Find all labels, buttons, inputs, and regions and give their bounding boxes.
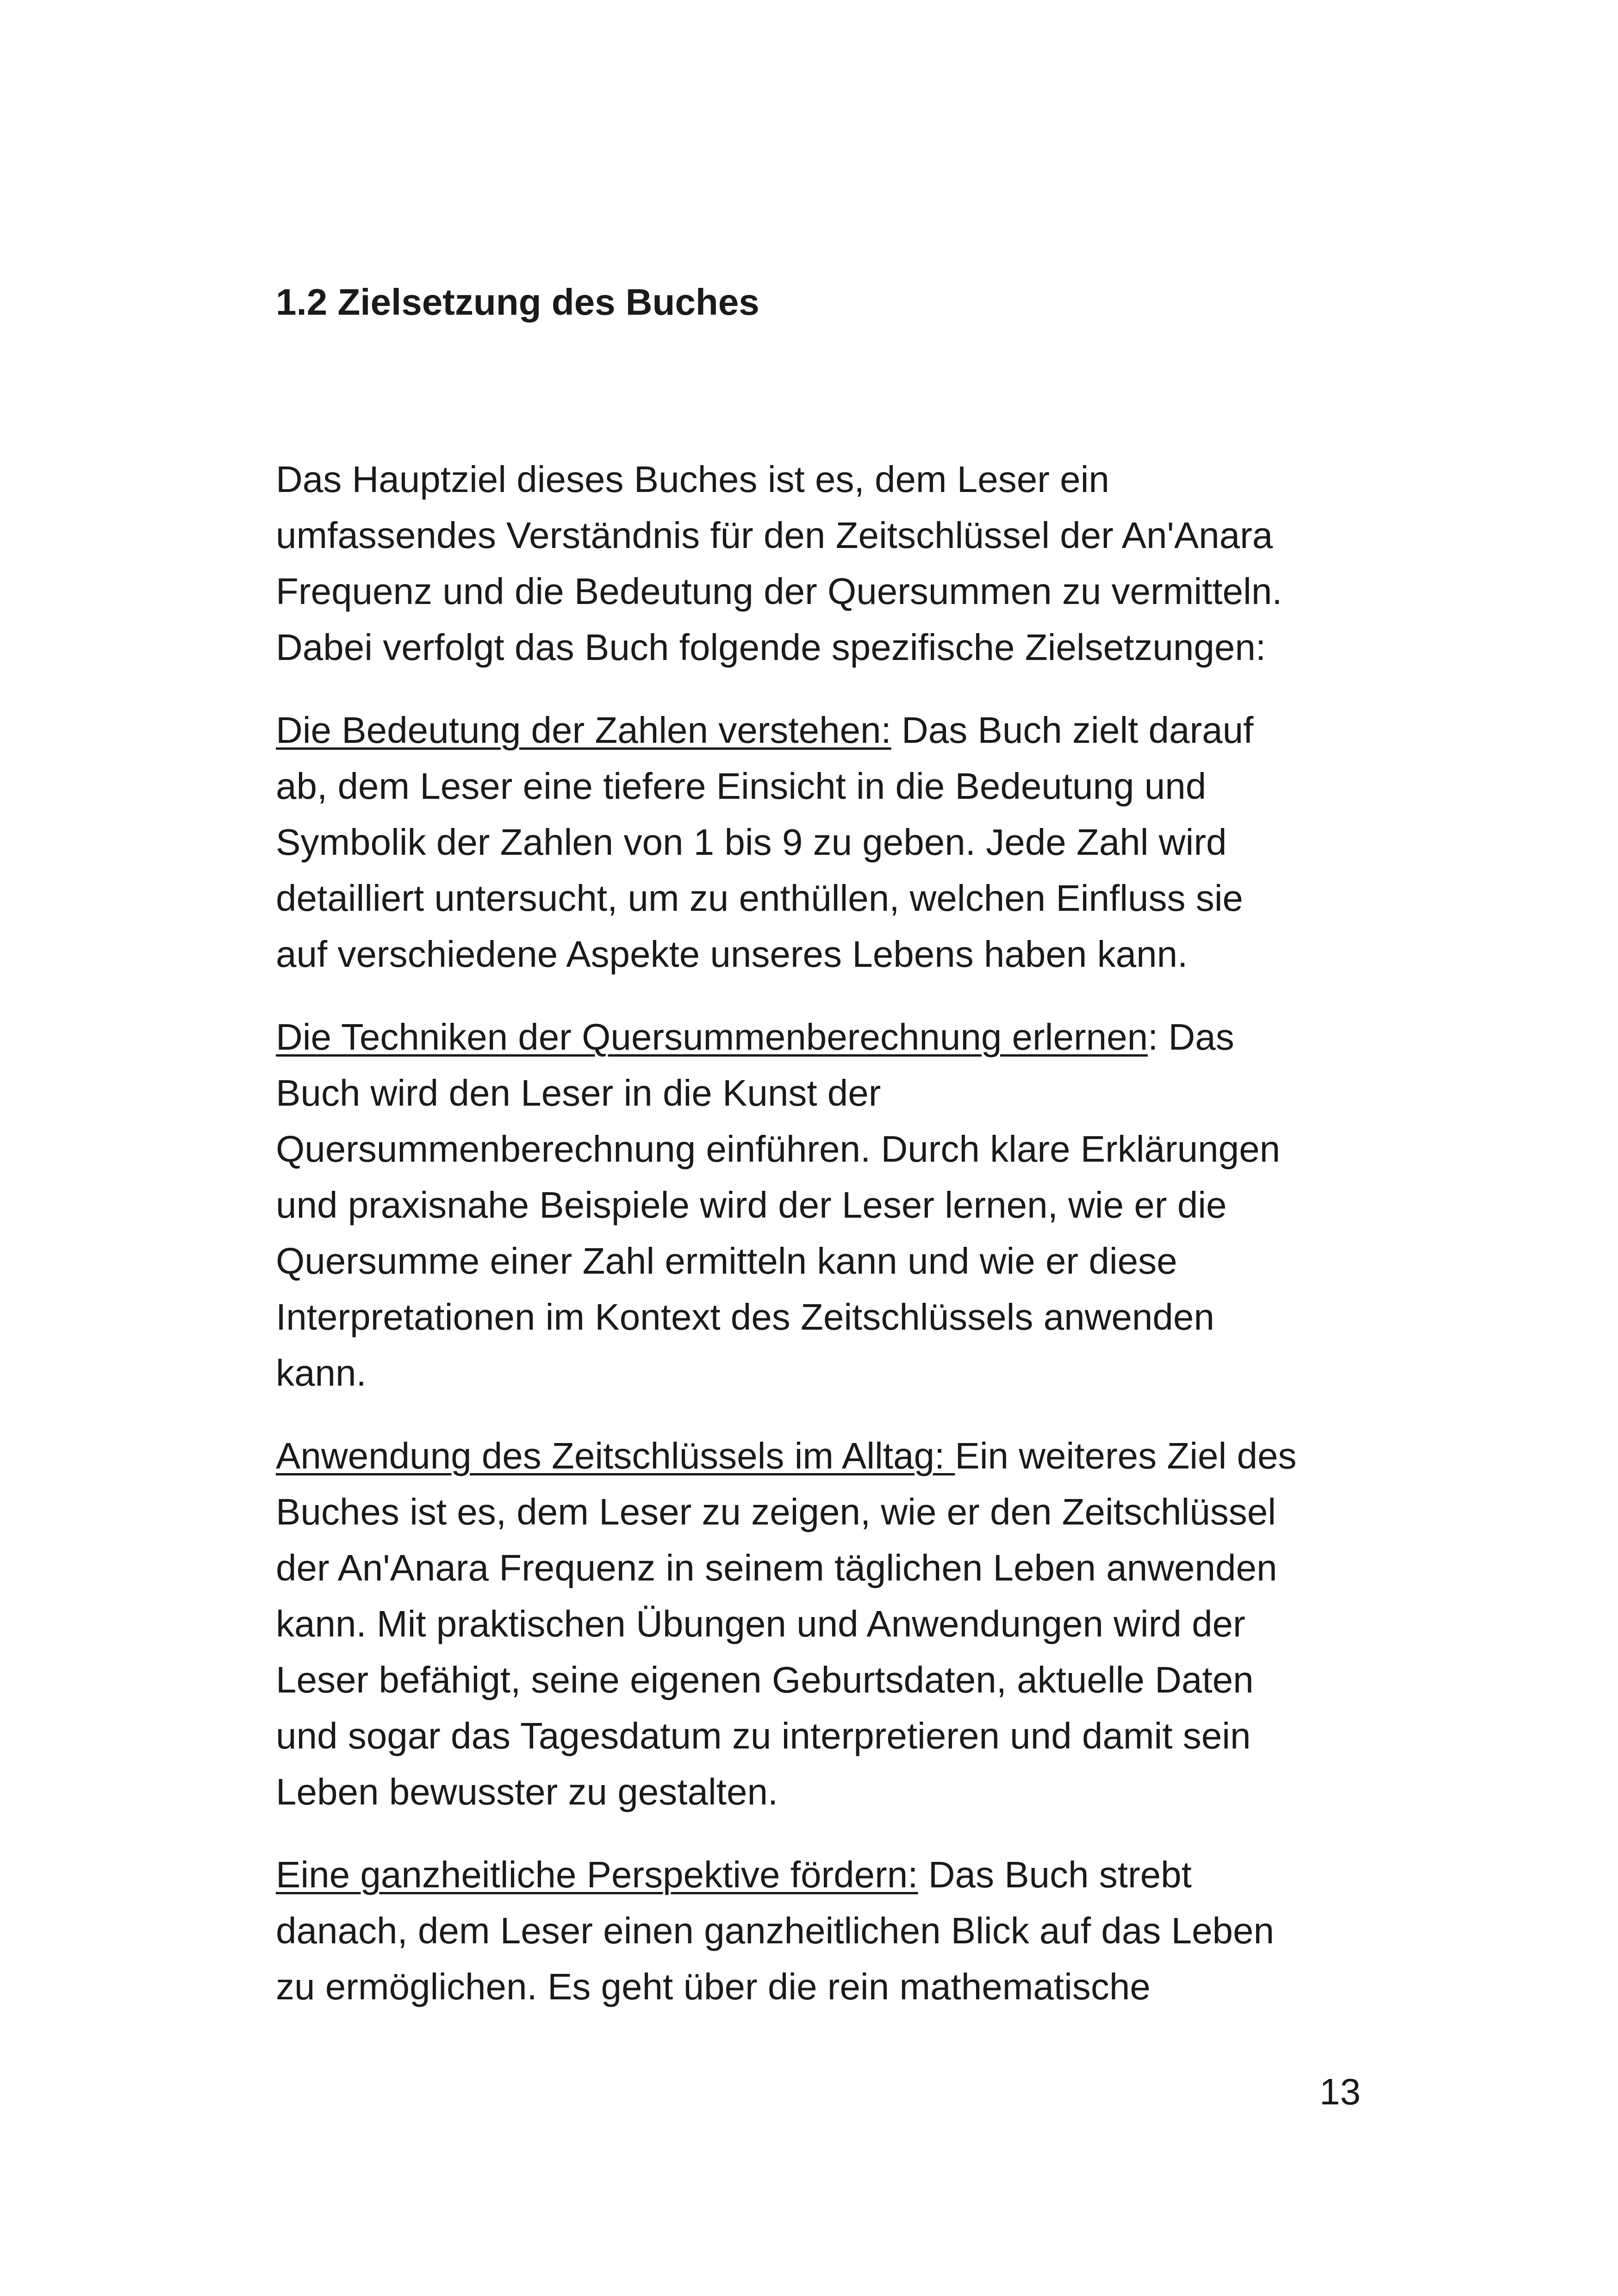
- text-line: Das Hauptziel dieses Buches ist es, dem Leser ein: [276, 459, 1109, 500]
- text-fragment: Das Buch strebt: [918, 1854, 1192, 1895]
- text-line: [276, 702, 1359, 758]
- text-line: Interpretationen im Kontext des Zeitschlüssels anwenden: [276, 1296, 1214, 1338]
- text-line: Buch wird den Leser in die Kunst der: [276, 1072, 881, 1114]
- text-line: Symbolik der Zahlen von 1 bis 9 zu geben. Jede Zahl wird: [276, 821, 1227, 863]
- text-fragment: Das Buch zielt darauf: [891, 709, 1254, 751]
- text-line: Leben bewusster zu gestalten.: [276, 1771, 778, 1812]
- text-line: [276, 1847, 1359, 1903]
- text-line: umfassendes Verständnis für den Zeitschlüssel der An'Anara: [276, 515, 1273, 556]
- paragraph-zahlen-verstehen: [276, 702, 1359, 982]
- intro-paragraph: [276, 451, 1359, 675]
- text-line: danach, dem Leser einen ganzheitlichen Blick auf das Leben: [276, 1910, 1275, 1951]
- text-line: [276, 1009, 1359, 1065]
- page-number: 13: [1319, 2071, 1361, 2112]
- text-line: Buches ist es, dem Leser zu zeigen, wie er den Zeitschlüssel: [276, 1491, 1276, 1532]
- text-line: Frequenz und die Bedeutung der Quersummen zu vermitteln.: [276, 571, 1282, 612]
- text-fragment: : Das: [1148, 1016, 1234, 1058]
- text-line: zu ermöglichen. Es geht über die rein mathematische: [276, 1966, 1151, 2007]
- text-line: Leser befähigt, seine eigenen Geburtsdaten, aktuelle Daten: [276, 1659, 1254, 1700]
- text-line: ab, dem Leser eine tiefere Einsicht in die Bedeutung und: [276, 765, 1207, 807]
- paragraph-title: Anwendung des Zeitschlüssels im Alltag:: [276, 1435, 955, 1476]
- paragraph-ganzheitliche-perspektive: [276, 1847, 1359, 2015]
- text-line: und sogar das Tagesdatum zu interpretieren und damit sein: [276, 1715, 1251, 1756]
- paragraph-quersummenberechnung: [276, 1009, 1359, 1401]
- text-fragment: Ein weiteres Ziel des: [955, 1435, 1297, 1476]
- paragraph-title: Die Bedeutung der Zahlen verstehen:: [276, 709, 891, 751]
- text-line: und praxisnahe Beispiele wird der Leser lernen, wie er die: [276, 1184, 1227, 1226]
- paragraph-anwendung-alltag: [276, 1428, 1359, 1820]
- section-heading: 1.2 Zielsetzung des Buches: [276, 281, 759, 323]
- text-line: auf verschiedene Aspekte unseres Lebens haben kann.: [276, 933, 1188, 975]
- text-line: der An'Anara Frequenz in seinem täglichen Leben anwenden: [276, 1547, 1277, 1588]
- text-line: detailliert untersucht, um zu enthüllen, welchen Einfluss sie: [276, 877, 1243, 919]
- text-line: kann. Mit praktischen Übungen und Anwendungen wird der: [276, 1603, 1245, 1644]
- text-line: Dabei verfolgt das Buch folgende spezifische Zielsetzungen:: [276, 627, 1266, 668]
- paragraph-title: Die Techniken der Quersummenberechnung erlernen: [276, 1016, 1148, 1058]
- text-line: Quersummenberechnung einführen. Durch klare Erklärungen: [276, 1128, 1281, 1170]
- text-line: Quersumme einer Zahl ermitteln kann und wie er diese: [276, 1240, 1177, 1282]
- text-line: [276, 1428, 1359, 1484]
- text-line: kann.: [276, 1352, 367, 1394]
- body-text: [276, 451, 1359, 2041]
- paragraph-title: Eine ganzheitliche Perspektive fördern:: [276, 1854, 918, 1895]
